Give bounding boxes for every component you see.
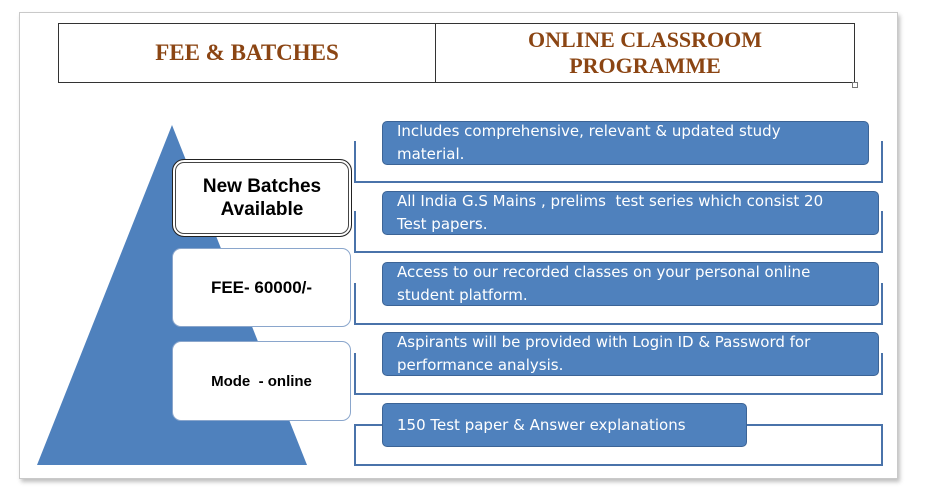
feature-2-line1: All India G.S Mains , prelims test series which consist 20 bbox=[397, 192, 824, 210]
header-right-line1: ONLINE CLASSROOM bbox=[527, 27, 763, 52]
fee-label: FEE- 60000/- bbox=[210, 277, 313, 297]
feature-item-3 bbox=[382, 262, 879, 306]
fee-box bbox=[172, 248, 351, 327]
feature-4-line1: Aspirants will be provided with Login ID & Password for bbox=[397, 333, 811, 351]
header-right-line2: PROGRAMME bbox=[569, 53, 721, 78]
feature-5-line1: 150 Test paper & Answer explanations bbox=[397, 415, 686, 434]
feature-4-line2: performance analysis. bbox=[397, 356, 564, 374]
new-batches-line2: Available bbox=[220, 199, 304, 220]
feature-item-1 bbox=[382, 121, 869, 165]
new-batches-line1: New Batches bbox=[202, 176, 322, 197]
mode-box bbox=[172, 341, 351, 421]
feature-3-line1: Access to our recorded classes on your personal online bbox=[397, 263, 811, 281]
feature-1-line1: Includes comprehensive, relevant & updated study bbox=[397, 122, 781, 140]
new-batches-box bbox=[172, 159, 352, 237]
feature-3-line2: student platform. bbox=[397, 286, 528, 304]
mode-label: Mode - online bbox=[211, 372, 312, 390]
feature-1-line2: material. bbox=[397, 145, 465, 163]
feature-item-5 bbox=[382, 403, 747, 447]
feature-item-4 bbox=[382, 332, 879, 376]
header-left-title: FEE & BATCHES bbox=[155, 40, 339, 65]
feature-item-2 bbox=[382, 191, 879, 235]
feature-2-line2: Test papers. bbox=[397, 215, 488, 233]
